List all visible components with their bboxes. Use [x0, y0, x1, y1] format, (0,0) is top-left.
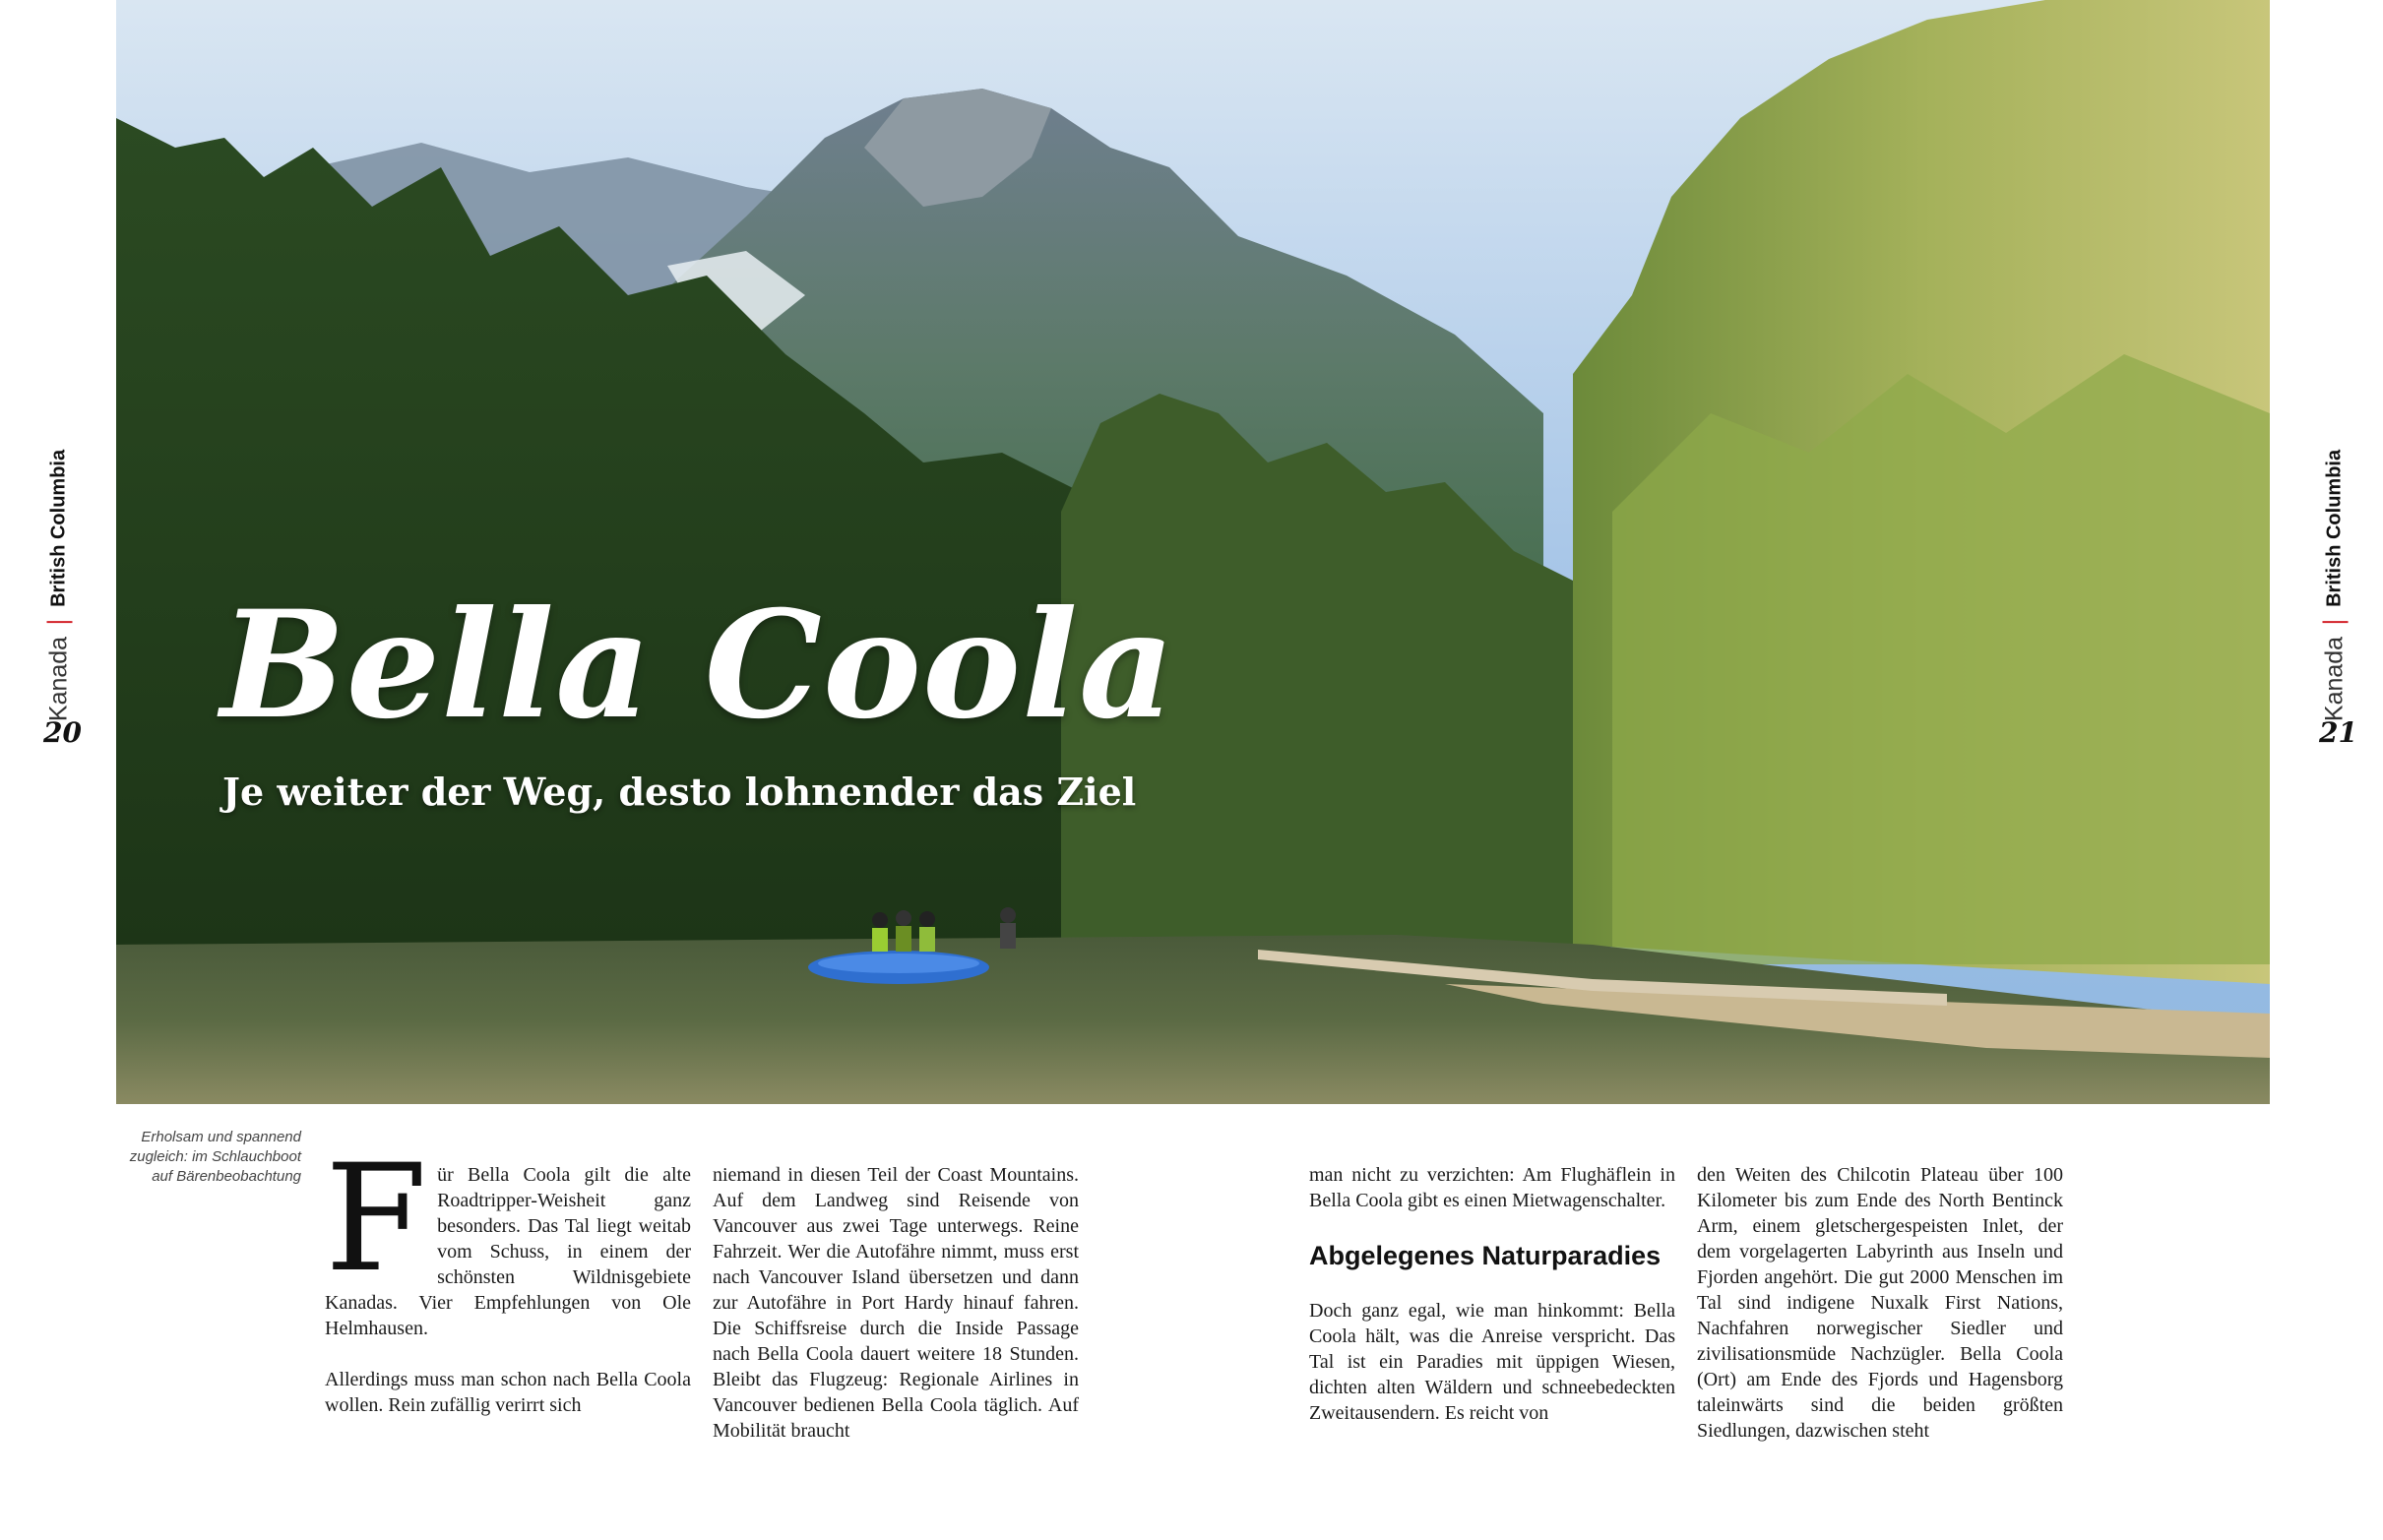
paragraph-text: ür Bella Coola gilt die alte Roadtripper-Weisheit ganz besonders. Das Tal liegt weitab vom Schuss, in einem der schönsten Wildnisgebiete Kanadas. Vier Empfehlungen von Ole Helmhausen. [325, 1164, 691, 1339]
running-head-region: British Columbia [2323, 449, 2346, 607]
paragraph: Allerdings muss man schon nach Bella Coola wollen. Rein zufällig verirrt sich [325, 1369, 691, 1416]
drop-cap: F [325, 1134, 428, 1305]
paragraph: niemand in diesen Teil der Coast Mountains. Auf dem Landweg sind Reisende von Vancouver aus zwei Tage unterwegs. Reine Fahrzeit. Wer die Autofähre nimmt, muss erst nach Vancouver Island übersetzen und dann zur Autofähre in Port Hardy hinauf fahren. Die Schiffsreise durch die Inside Passage nach Bella Coola dauert weitere 18 Stunden. Bleibt das Flugzeug: Regionale Airlines in Vancouver bedienen Bella Coola täglich. Auf Mobilität braucht [713, 1164, 1079, 1442]
article-column-4 [1697, 1162, 2063, 1444]
running-head-left [37, 413, 81, 758]
article-column-2 [713, 1162, 1079, 1444]
hero-photo [116, 0, 2270, 1104]
running-head-country: Kanada [2320, 636, 2349, 722]
article-title: Bella Coola [220, 579, 1176, 752]
running-head-divider [2322, 621, 2348, 623]
running-head-divider [46, 621, 72, 623]
page-number-right: 21 [2319, 716, 2357, 749]
paragraph: Doch ganz egal, wie man hinkommt: Bella Coola hält, was die Anreise verspricht. Das Tal ist ein Paradies mit üppigen Wiesen, dichten alten Wäldern und schneebedeckten Zweitausendern. Es reicht von [1309, 1300, 1675, 1424]
running-head-country: Kanada [44, 636, 73, 722]
section-subhead: Abgelegenes Naturparadies [1309, 1241, 1662, 1270]
paragraph [325, 1134, 691, 1341]
running-head-right [2313, 413, 2356, 758]
photo-caption: Erholsam und spannend zugleich: im Schlauchboot auf Bärenbeobachtung [129, 1129, 301, 1185]
running-head-region: British Columbia [47, 449, 70, 607]
mountain-river-photo [116, 0, 2270, 1104]
article-subtitle: Je weiter der Weg, desto lohnender das Ziel [222, 770, 1137, 814]
paragraph: den Weiten des Chilcotin Plateau über 100 Kilometer bis zum Ende des North Bentinck Arm, einem gletschergespeisten Inlet, der dem vorgelagerten Labyrinth aus Inseln und Fjorden angehört. Die gut 2000 Menschen im Tal sind indigene Nuxalk First Nations, Nachfahren norwegischer Siedler und zivilisationsmüde Nachzügler. Bella Coola (Ort) am Ende des Fjords und Hagensborg taleinwärts sind die beiden größten Siedlungen, dazwischen steht [1697, 1164, 2063, 1442]
paragraph: man nicht zu verzichten: Am Flughäflein in Bella Coola gibt es einen Mietwagenschalter. [1309, 1164, 1675, 1211]
article-column-3 [1309, 1162, 1675, 1426]
article-column-1 [325, 1134, 691, 1418]
page-number-left: 20 [43, 716, 82, 749]
